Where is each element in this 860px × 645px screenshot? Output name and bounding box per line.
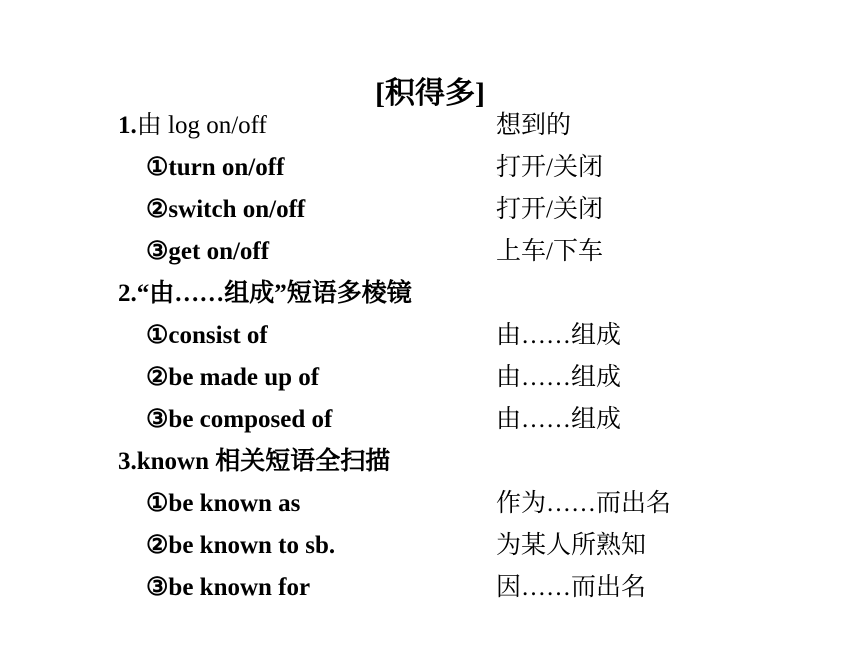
- section-heading-right: 想到的: [496, 112, 572, 139]
- list-item: [0, 315, 860, 357]
- list-item: [0, 567, 860, 609]
- section-heading-text: 由 log on/off: [136, 112, 267, 139]
- list-item: [0, 231, 860, 273]
- phrase-en: ①consist of: [146, 322, 268, 349]
- section-heading-3: [0, 441, 860, 483]
- list-item: [0, 483, 860, 525]
- section-number: 1.: [118, 112, 137, 139]
- phrase-en: ①turn on/off: [146, 154, 285, 181]
- list-item: [0, 147, 860, 189]
- list-item: [0, 399, 860, 441]
- phrase-en: ③get on/off: [146, 238, 270, 265]
- phrase-zh: 由……组成: [496, 364, 622, 391]
- phrase-zh: 作为……而出名: [496, 490, 672, 517]
- section-heading-text: known 相关短语全扫描: [136, 448, 391, 475]
- section-number: 3.: [118, 448, 137, 475]
- phrase-zh: 打开/关闭: [496, 154, 603, 181]
- phrase-zh: 由……组成: [496, 406, 622, 433]
- phrase-en: ③be known for: [146, 574, 311, 601]
- phrase-zh: 由……组成: [496, 322, 622, 349]
- page-title: [积得多]: [375, 77, 485, 110]
- phrase-en: ②switch on/off: [146, 196, 306, 223]
- phrase-en: ②be made up of: [146, 364, 320, 391]
- phrase-zh: 为某人所熟知: [496, 532, 647, 559]
- phrase-zh: 因……而出名: [496, 574, 647, 601]
- section-number: 2.: [118, 280, 137, 307]
- phrase-en: ①be known as: [146, 490, 301, 517]
- list-item: [0, 357, 860, 399]
- section-heading-1: [0, 105, 860, 147]
- section-heading-text: “由……组成”短语多棱镜: [136, 280, 412, 307]
- section-heading-2: [0, 273, 860, 315]
- phrase-en: ②be known to sb.: [146, 532, 336, 559]
- phrase-en: ③be composed of: [146, 406, 333, 433]
- list-item: [0, 189, 860, 231]
- phrase-zh: 上车/下车: [496, 238, 603, 265]
- phrase-zh: 打开/关闭: [496, 196, 603, 223]
- list-item: [0, 525, 860, 567]
